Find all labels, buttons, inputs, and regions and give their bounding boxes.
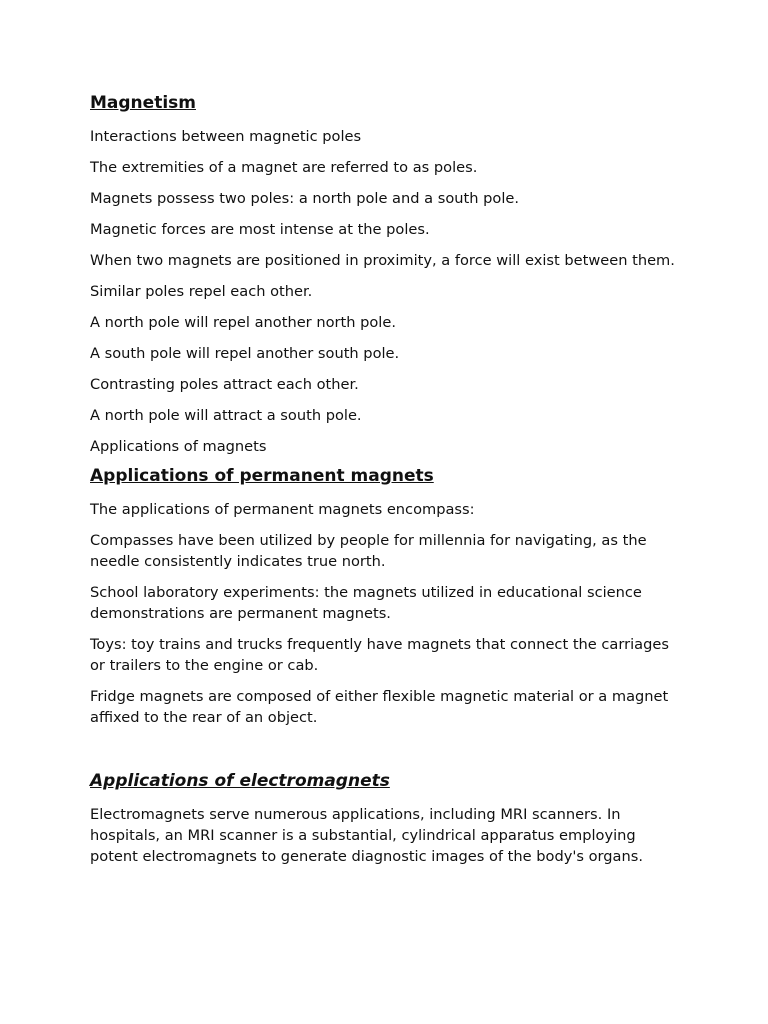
- permanent-paragraph: Fridge magnets are composed of either flexible magnetic material or a magnet affixed to the rear of an object.: [90, 688, 669, 726]
- electro-paragraph: Electromagnets serve numerous applications, including MRI scanners. In hospitals, an MRI scanner is a substantial, cylindrical apparatus employing potent electromagnets to generate diagnostic images of the body's organs.: [90, 806, 643, 865]
- title-heading: Magnetism: [90, 93, 196, 113]
- section-heading-permanent: Applications of permanent magnets: [90, 466, 434, 486]
- permanent-paragraph: School laboratory experiments: the magnets utilized in educational science demonstrations are permanent magnets.: [90, 584, 642, 622]
- intro-paragraph: Magnets possess two poles: a north pole and a south pole.: [90, 190, 519, 207]
- section-heading-electromagnets: Applications of electromagnets: [90, 771, 390, 791]
- intro-paragraph: When two magnets are positioned in proximity, a force will exist between them.: [90, 252, 675, 269]
- intro-paragraph: Similar poles repel each other.: [90, 283, 313, 300]
- permanent-paragraph: The applications of permanent magnets encompass:: [90, 501, 475, 518]
- document-page: [90, 92, 680, 867]
- intro-paragraph: A north pole will attract a south pole.: [90, 407, 362, 424]
- intro-paragraph: Interactions between magnetic poles: [90, 128, 362, 145]
- intro-paragraph: A south pole will repel another south pole.: [90, 345, 400, 362]
- permanent-paragraph: Toys: toy trains and trucks frequently have magnets that connect the carriages or trailers to the engine or cab.: [90, 636, 669, 674]
- intro-paragraph: Contrasting poles attract each other.: [90, 376, 359, 393]
- intro-paragraph: Magnetic forces are most intense at the poles.: [90, 221, 430, 238]
- intro-paragraph: The extremities of a magnet are referred to as poles.: [90, 159, 478, 176]
- intro-paragraph: Applications of magnets: [90, 438, 267, 455]
- intro-paragraph: A north pole will repel another north pole.: [90, 314, 396, 331]
- permanent-paragraph: Compasses have been utilized by people for millennia for navigating, as the needle consistently indicates true north.: [90, 532, 647, 570]
